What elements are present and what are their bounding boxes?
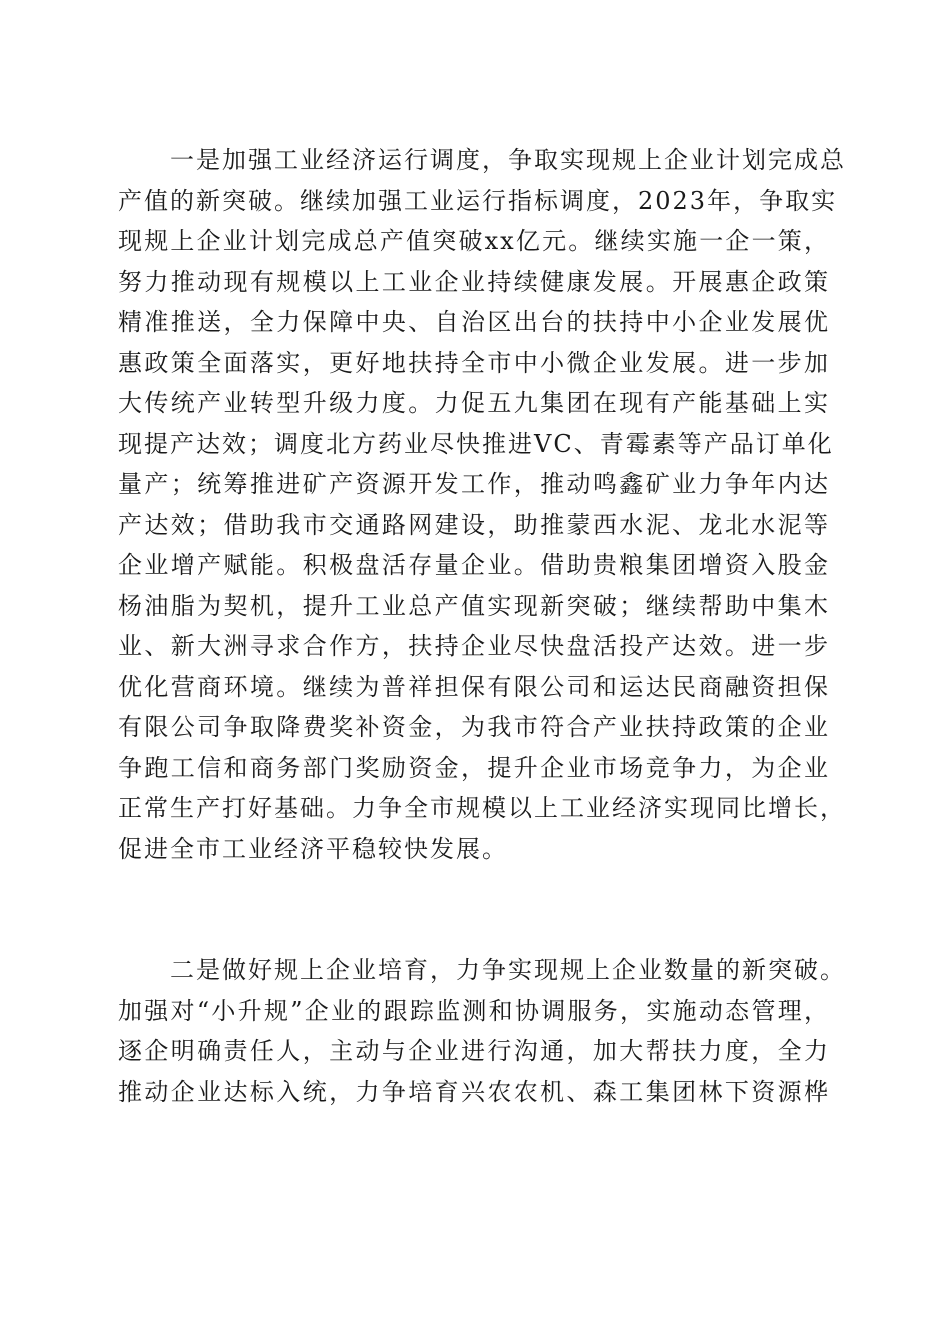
text-line: 产值的新突破。继续加强工业运行指标调度，2023年，争取实 bbox=[118, 186, 838, 215]
text-line: 量产；统筹推进矿产资源开发工作，推动鸣鑫矿业力争年内达 bbox=[118, 470, 830, 498]
text-line: 争跑工信和商务部门奖励资金，提升企业市场竞争力，为企业 bbox=[118, 753, 830, 782]
text-line: 推动企业达标入统，力争培育兴农农机、森工集团林下资源桦 bbox=[118, 1077, 830, 1106]
text-line: 努力推动现有规模以上工业企业持续健康发展。开展惠企政策 bbox=[118, 267, 830, 296]
text-line: 精准推送，全力保障中央、自治区出台的扶持中小企业发展优 bbox=[118, 308, 830, 336]
text-line: 二是做好规上企业培育，力争实现规上企业数量的新突破。 bbox=[118, 956, 846, 984]
paragraph-enterprise-cultivation bbox=[118, 950, 846, 1112]
text-line: 企业增产赋能。积极盘活存量企业。借助贵粮集团增资入股金 bbox=[118, 551, 830, 579]
text-line: 现规上企业计划完成总产值突破xx亿元。继续实施一企一策， bbox=[118, 227, 830, 255]
text-line: 优化营商环境。继续为普祥担保有限公司和运达民商融资担保 bbox=[118, 672, 830, 701]
text-line: 有限公司争取降费奖补资金，为我市符合产业扶持政策的企业 bbox=[118, 713, 830, 741]
text-line: 杨油脂为契机，提升工业总产值实现新突破；继续帮助中集木 bbox=[118, 591, 830, 620]
text-line: 产达效；借助我市交通路网建设，助推蒙西水泥、龙北水泥等 bbox=[118, 510, 830, 539]
text-line: 现提产达效；调度北方药业尽快推进VC、青霉素等产品订单化 bbox=[118, 429, 834, 458]
text-line: 惠政策全面落实，更好地扶持全市中小微企业发展。进一步加 bbox=[118, 348, 830, 377]
text-line: 大传统产业转型升级力度。力促五九集团在现有产能基础上实 bbox=[118, 389, 830, 417]
text-line: 正常生产打好基础。力争全市规模以上工业经济实现同比增长， bbox=[118, 794, 846, 822]
text-line: 业、新大洲寻求合作方，扶持企业尽快盘活投产达效。进一步 bbox=[118, 632, 830, 660]
text-line: 加强对“小升规”企业的跟踪监测和协调服务，实施动态管理， bbox=[118, 996, 830, 1025]
text-line: 逐企明确责任人，主动与企业进行沟通，加大帮扶力度，全力 bbox=[118, 1037, 830, 1065]
paragraph-industrial-economy bbox=[118, 140, 846, 869]
text-line: 促进全市工业经济平稳较快发展。 bbox=[118, 834, 508, 863]
text-line: 一是加强工业经济运行调度，争取实现规上企业计划完成总 bbox=[118, 146, 846, 174]
